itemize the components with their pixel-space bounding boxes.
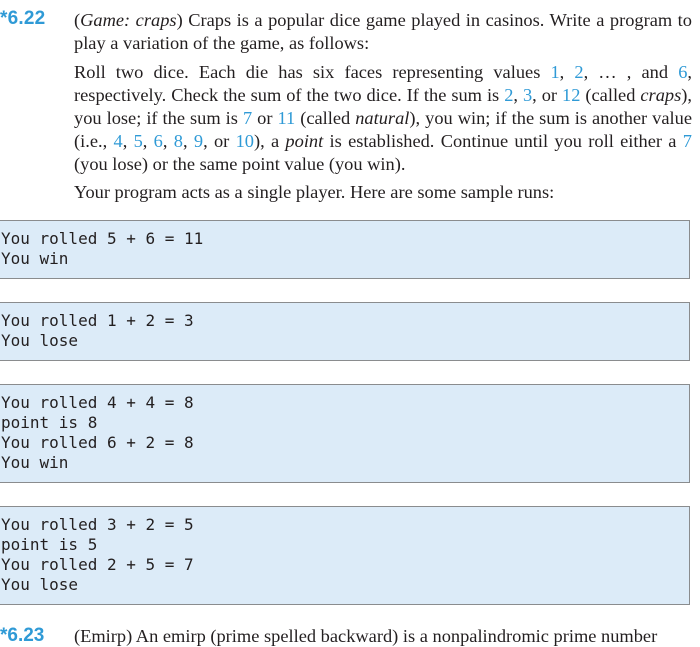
output-line: You rolled 2 + 5 = 7 — [1, 555, 194, 574]
value: 2 — [574, 62, 584, 82]
output-line: You lose — [1, 331, 79, 350]
value: 9 — [193, 131, 204, 151]
exercise-title: Game: craps — [80, 10, 177, 30]
output-line: point is 8 — [1, 413, 98, 432]
output-line: You win — [1, 453, 69, 472]
value: 8 — [173, 131, 183, 151]
exercise-rules: Roll two dice. Each die has six faces representing values 1, 2, … , and 6, respectively. Check the sum of the two dice. If the sum is 2, 3, or 12 (called craps), you lose; if the sum is 7 or 11 (called natural), you win; if the sum is another value (i.e., 4, 5, 6, 8, 9, or 10), a point is established. Continue until you roll either a 7 (you lose) or the same point value (you win). — [74, 62, 693, 174]
next-exercise-text: (Emirp) An emirp (prime spelled backward) is a nonpalindromic prime number — [74, 626, 658, 646]
value: 6 — [678, 62, 688, 82]
value: 5 — [133, 131, 143, 151]
term-natural: natural — [355, 108, 410, 128]
output-line: point is 5 — [1, 535, 98, 554]
sample-run-4 — [0, 506, 690, 605]
output-line: You win — [1, 249, 69, 268]
next-exercise — [0, 625, 700, 647]
value: 1 — [550, 62, 560, 82]
exercise-number: *6.22 — [0, 8, 46, 29]
value: 7 — [242, 108, 253, 128]
exercise-closing: Your program acts as a single player. Here are some sample runs: — [74, 182, 555, 202]
output-line: You rolled 1 + 2 = 3 — [1, 311, 194, 330]
output-line: You rolled 5 + 6 = 11 — [1, 229, 204, 248]
value: 7 — [682, 131, 692, 151]
exercise-intro: (Game: craps) Craps is a popular dice game played in casinos. Write a program to play a variation of the game, as follows: — [74, 10, 692, 53]
output-line: You rolled 3 + 2 = 5 — [1, 515, 194, 534]
value: 4 — [113, 131, 123, 151]
term-point: point — [285, 131, 324, 151]
exercise-intro-text: Craps is a popular dice game played in casinos. Write a program to play a variation of the game, as follows: — [74, 10, 692, 53]
output-line: You lose — [1, 575, 79, 594]
output-line: You rolled 6 + 2 = 8 — [1, 433, 194, 452]
value: 2 — [504, 85, 514, 105]
term-craps: craps — [640, 85, 682, 105]
sample-run-1 — [0, 220, 690, 279]
value: 12 — [562, 85, 581, 105]
sample-run-2 — [0, 302, 690, 361]
sample-run-3 — [0, 384, 690, 483]
value: 11 — [277, 108, 296, 128]
output-line: You rolled 4 + 4 = 8 — [1, 393, 194, 412]
next-exercise-number: *6.23 — [0, 625, 45, 646]
value: 3 — [522, 85, 533, 105]
value: 6 — [153, 131, 163, 151]
value: 10 — [235, 131, 254, 151]
